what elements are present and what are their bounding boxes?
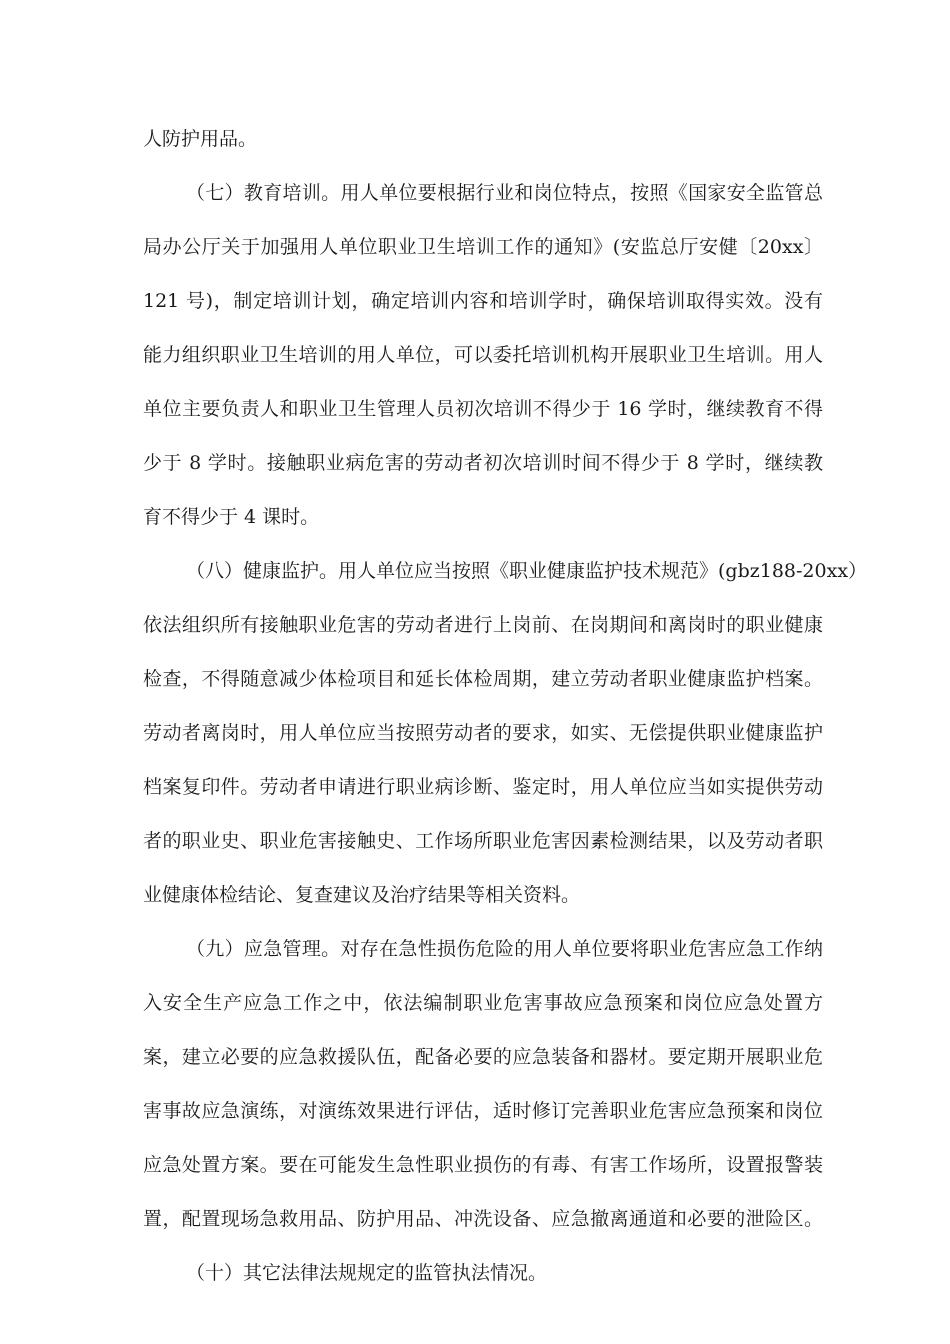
text-line: 入安全生产应急工作之中，依法编制职业危害事故应急预案和岗位应急处置方 bbox=[143, 992, 823, 1014]
text-line: 应急处置方案。要在可能发生急性职业损伤的有毒、有害工作场所，设置报警装 bbox=[143, 1154, 823, 1176]
text-line: 局办公厅关于加强用人单位职业卫生培训工作的通知》(安监总厅安健〔20xx〕 bbox=[143, 236, 823, 258]
paragraph-heading-10: （十）其它法律法规规定的监管执法情况。 bbox=[186, 1262, 548, 1284]
text-line: 业健康体检结论、复查建议及治疗结果等相关资料。 bbox=[143, 884, 581, 906]
text-line: 能力组织职业卫生培训的用人单位，可以委托培训机构开展职业卫生培训。用人 bbox=[143, 344, 823, 366]
text-line: 单位主要负责人和职业卫生管理人员初次培训不得少于 16 学时，继续教育不得 bbox=[143, 398, 823, 420]
paragraph-heading-7: （七）教育培训。用人单位要根据行业和岗位特点，按照《国家安全监管总 bbox=[186, 182, 823, 204]
paragraph-heading-8: （八）健康监护。用人单位应当按照《职业健康监护技术规范》(gbz188-20xx） bbox=[186, 560, 868, 582]
text-line: 置，配置现场急救用品、防护用品、冲洗设备、应急撤离通道和必要的泄险区。 bbox=[143, 1208, 823, 1230]
paragraph-heading-9: （九）应急管理。对存在急性损伤危险的用人单位要将职业危害应急工作纳 bbox=[186, 938, 823, 960]
text-line: 人防护用品。 bbox=[143, 128, 258, 150]
text-line: 依法组织所有接触职业危害的劳动者进行上岗前、在岗期间和离岗时的职业健康 bbox=[143, 614, 823, 636]
text-line: 档案复印件。劳动者申请进行职业病诊断、鉴定时，用人单位应当如实提供劳动 bbox=[143, 776, 823, 798]
text-line: 者的职业史、职业危害接触史、工作场所职业危害因素检测结果，以及劳动者职 bbox=[143, 830, 823, 852]
text-line: 育不得少于 4 课时。 bbox=[143, 506, 320, 528]
text-line: 少于 8 学时。接触职业病危害的劳动者初次培训时间不得少于 8 学时，继续教 bbox=[143, 452, 823, 474]
text-line: 案，建立必要的应急救援队伍，配备必要的应急装备和器材。要定期开展职业危 bbox=[143, 1046, 823, 1068]
text-line: 121 号)，制定培训计划，确定培训内容和培训学时，确保培训取得实效。没有 bbox=[143, 290, 823, 312]
text-line: 劳动者离岗时，用人单位应当按照劳动者的要求，如实、无偿提供职业健康监护 bbox=[143, 722, 823, 744]
text-line: 害事故应急演练，对演练效果进行评估，适时修订完善职业危害应急预案和岗位 bbox=[143, 1100, 823, 1122]
text-line: 检查，不得随意减少体检项目和延长体检周期，建立劳动者职业健康监护档案。 bbox=[143, 668, 823, 690]
